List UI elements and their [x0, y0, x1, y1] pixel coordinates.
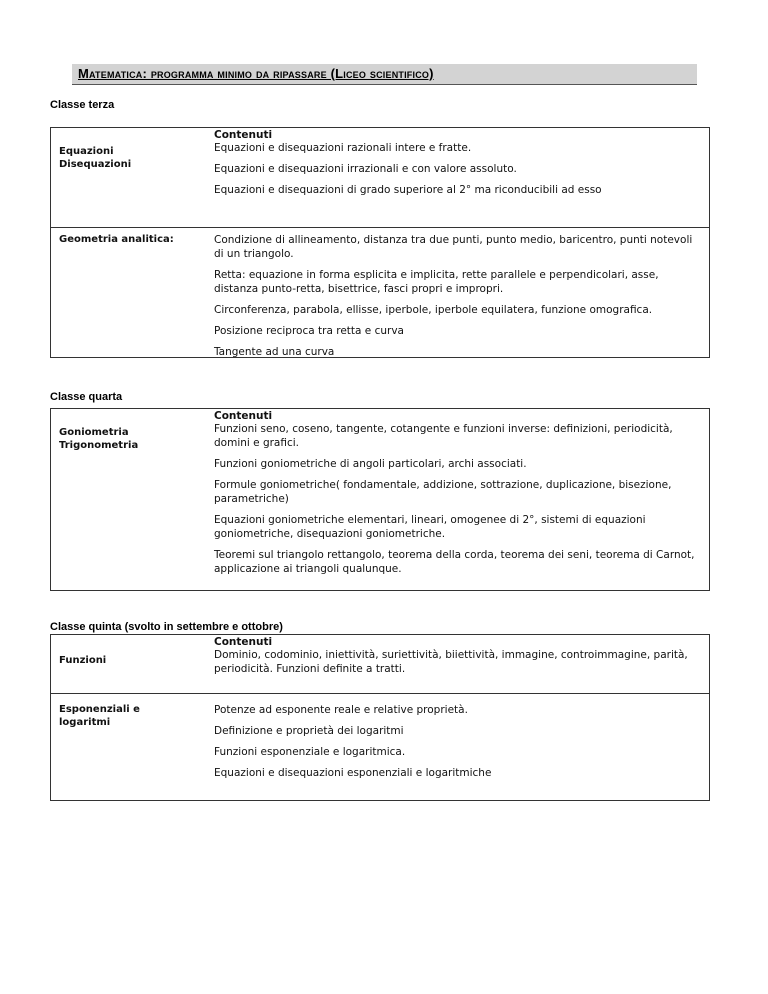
section-label-quarta: Classe quarta: [50, 391, 123, 403]
topic-goniometria: Goniometria Trigonometria: [59, 427, 139, 451]
list-item: Equazioni goniometriche elementari, lineari, omogenee di 2°, sistemi di equazioni goniometriche, disequazioni goniometriche.: [214, 514, 646, 540]
list-item: Funzioni goniometriche di angoli particolari, archi associati.: [214, 458, 527, 470]
list-item: Dominio, codominio, iniettività, suriettività, biiettività, immagine, controimmagine, parità, periodicità. Funzioni definite a tratti.: [214, 649, 688, 675]
list-item: Definizione e proprietà dei logaritmi: [214, 725, 404, 737]
list-item: Teoremi sul triangolo rettangolo, teorema della corda, teorema dei seni, teorema di Carnot, applicazione ai triangoli qualunque.: [214, 549, 695, 575]
table-terza: [50, 127, 710, 358]
table-quarta: [50, 408, 710, 591]
content-equazioni: [214, 129, 701, 197]
content-goniometria: [214, 410, 701, 576]
topic-geometria-analitica: Geometria analitica:: [59, 234, 174, 245]
content-geometria-analitica: [214, 233, 701, 359]
title-bar: [72, 64, 697, 85]
row-divider: [51, 693, 709, 694]
list-item: Funzioni seno, coseno, tangente, cotangente e funzioni inverse: definizioni, periodicità, domini e grafici.: [214, 423, 673, 449]
topic-funzioni: Funzioni: [59, 655, 107, 666]
table-quinta: [50, 634, 710, 801]
content-funzioni: [214, 636, 701, 676]
list-item: Equazioni e disequazioni esponenziali e logaritmiche: [214, 767, 492, 779]
list-item: Formule goniometriche( fondamentale, addizione, sottrazione, duplicazione, bisezione, parametriche): [214, 479, 672, 505]
list-item: Equazioni e disequazioni razionali intere e fratte.: [214, 142, 472, 154]
list-item: Potenze ad esponente reale e relative proprietà.: [214, 704, 468, 716]
list-item: Condizione di allineamento, distanza tra due punti, punto medio, baricentro, punti notevoli di un triangolo.: [214, 234, 693, 260]
row-divider: [51, 227, 709, 228]
page-title: Matematica: programma minimo da ripassare (Liceo scientifico): [78, 66, 434, 81]
topic-esponenziali-logaritmi: Esponenziali e logaritmi: [59, 704, 140, 728]
list-item: Tangente ad una curva: [214, 346, 335, 358]
topic-equazioni: Equazioni Disequazioni: [59, 146, 132, 170]
list-item: Equazioni e disequazioni irrazionali e con valore assoluto.: [214, 163, 517, 175]
section-label-terza: Classe terza: [50, 99, 115, 111]
contents-header: Contenuti: [214, 410, 273, 422]
content-esponenziali-logaritmi: [214, 703, 701, 780]
contents-header: Contenuti: [214, 129, 273, 141]
contents-header: Contenuti: [214, 636, 273, 648]
list-item: Posizione reciproca tra retta e curva: [214, 325, 404, 337]
list-item: Equazioni e disequazioni di grado superiore al 2° ma riconducibili ad esso: [214, 184, 602, 196]
list-item: Circonferenza, parabola, ellisse, iperbole, iperbole equilatera, funzione omografica.: [214, 304, 653, 316]
list-item: Funzioni esponenziale e logaritmica.: [214, 746, 406, 758]
section-label-quinta: Classe quinta (svolto in settembre e ottobre): [50, 621, 283, 633]
list-item: Retta: equazione in forma esplicita e implicita, rette parallele e perpendicolari, asse, distanza punto-retta, bisettrice, fasci propri e impropri.: [214, 269, 659, 295]
